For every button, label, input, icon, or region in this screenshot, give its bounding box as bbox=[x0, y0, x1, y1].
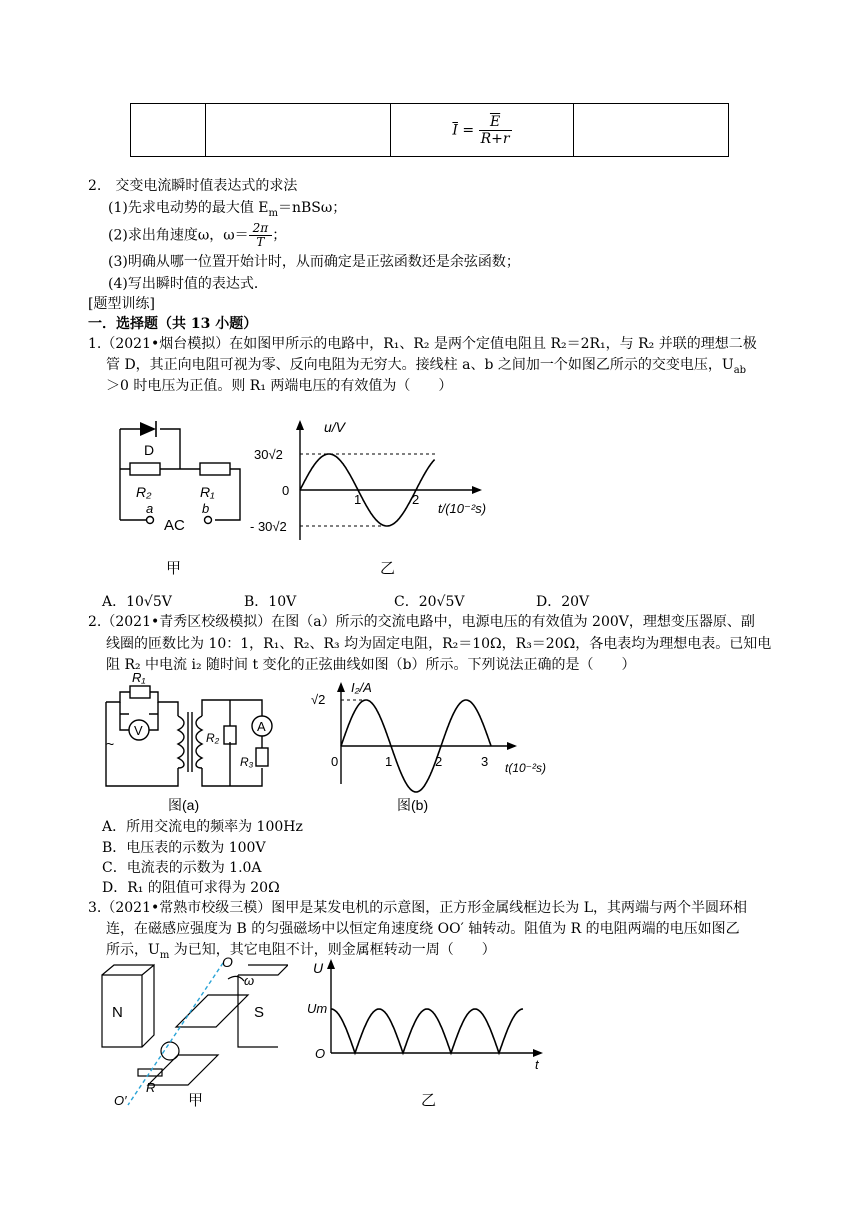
step2-text: (2)求出角速度ω，ω＝ bbox=[108, 227, 249, 244]
table-cell bbox=[574, 104, 729, 157]
caption-jia: 甲 bbox=[166, 560, 182, 577]
tick-3: 3 bbox=[481, 754, 489, 769]
q2-line-3: 阻 R₂ 中电流 i₂ 随时间 t 变化的正弦曲线如图（b）所示。下列说法正确的是（ ） bbox=[106, 657, 636, 673]
label-N: N bbox=[112, 1004, 123, 1021]
practice-label: [题型训练] bbox=[88, 296, 155, 312]
q2-option-a[interactable]: A．所用交流电的频率为 100Hz bbox=[102, 819, 303, 835]
label-R1: R₁ bbox=[132, 670, 146, 685]
q3-line3-text-b: 为已知，其它电阻不计，则金属框转动一周（ ） bbox=[169, 942, 496, 958]
table-cell bbox=[131, 104, 206, 157]
q2-current-graph bbox=[305, 680, 565, 820]
caption-jia: 甲 bbox=[188, 1092, 204, 1109]
rectified-curve bbox=[331, 1009, 523, 1053]
label-R1: R₁ bbox=[200, 484, 215, 500]
method-step-3: (3)明确从哪一位置开始计时，从而确定是正弦函数还是余弦函数； bbox=[108, 254, 520, 270]
label-omega: ω bbox=[244, 973, 255, 988]
q1-circuit-figure bbox=[110, 405, 250, 580]
axis-label-t: t(10⁻²s) bbox=[505, 761, 547, 775]
axis-label-i: I₂/A bbox=[351, 680, 372, 695]
caption-yi: 乙 bbox=[380, 560, 396, 577]
q2-line-1: 2.（2021•青秀区校级模拟）在图（a）所示的交流电路中，电源电压的有效值为 200V，理想变压器原、副 bbox=[88, 614, 755, 630]
step2-num: 2π bbox=[249, 222, 273, 236]
axis-label-u: u/V bbox=[324, 419, 346, 435]
q1-option-c[interactable]: C．20√5V bbox=[394, 594, 465, 610]
label-R: R bbox=[146, 1080, 156, 1095]
formula-denominator: R+r bbox=[480, 130, 510, 147]
diode-icon bbox=[140, 422, 156, 436]
q1-option-a[interactable]: A．10√5V bbox=[102, 594, 172, 610]
ammeter-icon: A bbox=[257, 719, 266, 734]
step2-fraction bbox=[249, 222, 273, 249]
tick-top: 30√2 bbox=[254, 447, 283, 462]
table-cell-formula bbox=[391, 104, 574, 157]
summary-table bbox=[130, 103, 729, 157]
axis-label-t: t bbox=[535, 1057, 539, 1072]
step2-den: T bbox=[256, 235, 265, 249]
q1-option-d[interactable]: D．20V bbox=[536, 594, 590, 610]
tick-Um: Um bbox=[307, 1001, 328, 1016]
label-AC: AC bbox=[164, 517, 185, 534]
q2-line-2: 线圈的匝数比为 10：1，R₁、R₂、R₃ 均为固定电阻，R₂＝10Ω，R₃＝20Ω，各电表均为理想电表。已知电 bbox=[106, 636, 772, 652]
q3-line3-sub: m bbox=[159, 949, 170, 961]
ac-source-icon: ~ bbox=[106, 736, 115, 752]
label-O-prime: O′ bbox=[114, 1093, 127, 1108]
label-O: O bbox=[222, 955, 233, 970]
q3-line3-text: 所示，U bbox=[106, 942, 160, 958]
step2-text-b: ； bbox=[272, 227, 287, 244]
tick-zero: O bbox=[315, 1046, 326, 1061]
method-step-4: (4)写出瞬时值的表达式． bbox=[108, 276, 268, 292]
label-D: D bbox=[144, 442, 155, 458]
q3-voltage-graph bbox=[305, 955, 555, 1110]
label-a: a bbox=[146, 501, 154, 516]
tick-zero: 0 bbox=[282, 483, 290, 498]
section-title: 一．选择题（共 13 小题） bbox=[88, 316, 258, 332]
tick-zero: 0 bbox=[331, 754, 339, 769]
formula-current: $\overline{I}$ bbox=[452, 122, 458, 138]
step1-text: (1)先求电动势的最大值 E bbox=[108, 200, 269, 216]
caption-b: 图(b) bbox=[397, 797, 429, 813]
q2-option-c[interactable]: C．电流表的示数为 1.0A bbox=[102, 860, 262, 876]
q1-option-b[interactable]: B．10V bbox=[244, 594, 297, 610]
caption-yi: 乙 bbox=[421, 1092, 437, 1109]
tick-1: 1 bbox=[385, 754, 393, 769]
formula-equals: = bbox=[462, 122, 475, 138]
tick-bottom: - 30√2 bbox=[250, 519, 287, 534]
q1-line2-text: 管 D，其正向电阻可视为零、反向电阻为无穷大。接线柱 a、b 之间加一个如图乙所示的交变电压，U bbox=[106, 357, 734, 373]
q1-line-3: ＞0 时电压为正值。则 R₁ 两端电压的有效值为（ ） bbox=[106, 378, 453, 394]
tick-2: 2 bbox=[412, 492, 420, 507]
method-heading: 2. 交变电流瞬时值表达式的求法 bbox=[88, 178, 298, 194]
tick-2: 2 bbox=[435, 754, 443, 769]
table-cell bbox=[206, 104, 391, 157]
axis-label-t: t/(10⁻²s) bbox=[438, 501, 487, 516]
step1-sub: m bbox=[268, 207, 278, 219]
tick-1: 1 bbox=[354, 492, 362, 507]
q3-generator-figure bbox=[98, 955, 288, 1110]
q2-option-d[interactable]: D．R₁ 的阻值可求得为 20Ω bbox=[102, 880, 280, 896]
tick-top: √2 bbox=[311, 692, 326, 707]
formula-numerator: $\overline{E}$ bbox=[479, 114, 512, 131]
label-R3: R₃ bbox=[240, 755, 254, 769]
q3-line-2: 连，在磁感应强度为 B 的匀强磁场中以恒定角速度绕 OO′ 轴转动。阻值为 R 的电阻两端的电压如图乙 bbox=[106, 921, 740, 937]
label-S: S bbox=[254, 1004, 265, 1021]
q2-circuit-figure bbox=[98, 670, 288, 818]
formula-fraction bbox=[479, 114, 512, 147]
q1-line2-sub: ab bbox=[733, 364, 747, 376]
method-step-1 bbox=[108, 198, 346, 224]
step1-text-b: ＝nBSω； bbox=[278, 200, 347, 216]
label-R2: R₂ bbox=[206, 731, 220, 745]
q1-line-1: 1.（2021•烟台模拟）在如图甲所示的电路中，R₁、R₂ 是两个定值电阻且 R₂＝2R₁，与 R₂ 并联的理想二极 bbox=[88, 336, 757, 352]
q3-line-1: 3.（2021•常熟市校级三模）图甲是某发电机的示意图，正方形金属线框边长为 L，其两端与两个半圆环相 bbox=[88, 900, 747, 916]
method-step-2 bbox=[108, 222, 286, 249]
caption-a: 图(a) bbox=[168, 797, 200, 813]
axis-label-U: U bbox=[313, 960, 324, 976]
q2-option-b[interactable]: B．电压表的示数为 100V bbox=[102, 840, 266, 856]
label-R2: R₂ bbox=[136, 484, 152, 500]
label-b: b bbox=[202, 501, 210, 516]
q1-voltage-graph bbox=[250, 418, 500, 580]
voltmeter-icon: V bbox=[134, 723, 143, 738]
